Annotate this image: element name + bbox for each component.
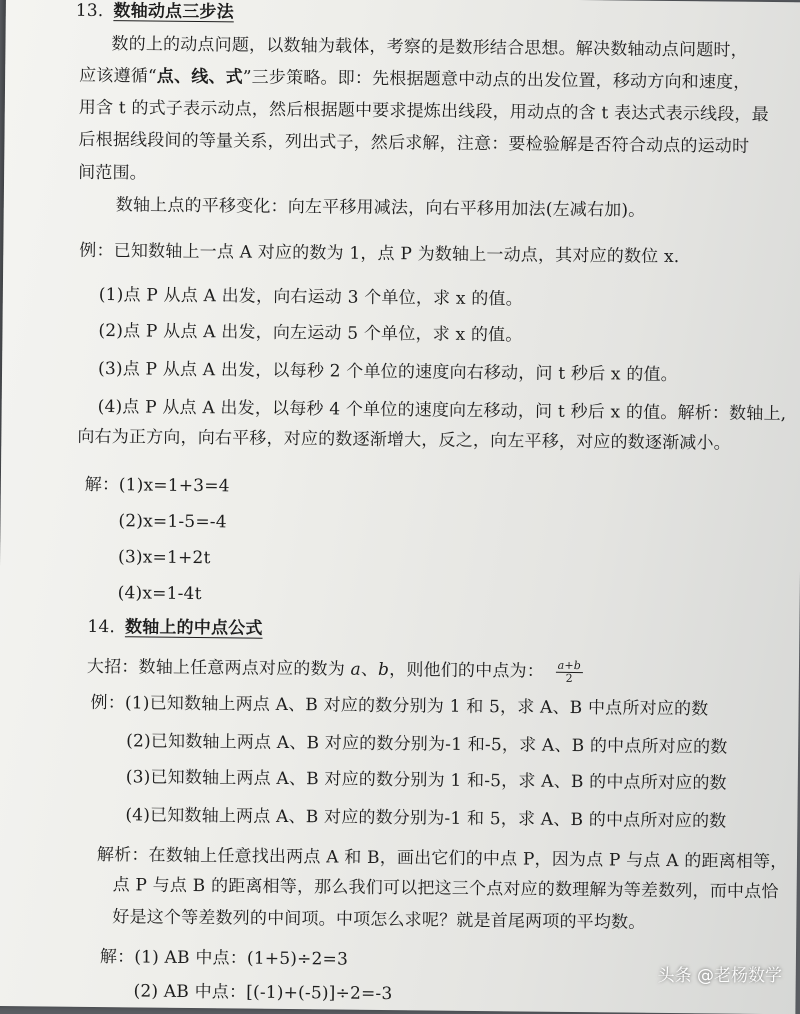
midpoint-analysis-line-2: 点 P 与点 B 的距离相等，那么我们可以把这三个点对应的数理解为等差数列，而中点恰 (112, 875, 779, 903)
question-4: (4)点 P 从点 A 出发，以每秒 4 个单位的速度向左移动，问 t 秒后 x 的值。解析：数轴上, (97, 396, 787, 425)
midpoint-solution-2: (2) AB 中点：[(-1)+(-5)]÷2=-3 (133, 981, 393, 1005)
section-13-example: 例：已知数轴上一点 A 对应的数为 1，点 P 为数轴上一动点，其对应的数位 x. (79, 240, 680, 268)
question-3: (3)点 P 从点 A 出发，以每秒 2 个单位的速度向右移动，问 t 秒后 x 的值。 (97, 358, 679, 386)
variable-b: b (377, 659, 390, 681)
trick-text-end: ，则他们的中点为： (389, 660, 545, 682)
midpoint-solution-1: 解：(1) AB 中点：(1+5)÷2=3 (99, 947, 349, 970)
section-13-paragraph-line-5: 间范围。 (78, 162, 148, 184)
fraction-denominator: 2 (565, 671, 573, 685)
section-14-title: 数轴上的中点公式 (124, 617, 263, 639)
trick-text-start: 大招：数轴上任意两点对应的数为 (86, 656, 346, 680)
para2-start: 应该遵循“ (79, 65, 157, 87)
fraction-numerator: a+b (556, 660, 584, 673)
variable-separator: 、 (360, 659, 379, 680)
watermark (658, 961, 782, 986)
midpoint-example-3: (3)已知数轴上两点 A、B 对应的数分别为 1 和-5，求 A、B 的中点所对应的数 (125, 767, 727, 794)
midpoint-example-4: (4)已知数轴上两点 A、B 对应的数分别为-1 和 5，求 A、B 的中点所对应的数 (125, 805, 727, 832)
three-step-keywords: 点、线、式 (156, 66, 243, 88)
solution-4: (4)x=1-4t (117, 583, 202, 605)
solution-1: (1)x=1+3=4 (118, 475, 230, 497)
translation-rule: 数轴上点的平移变化：向左平移用减法，向右平移用加法(左减右加)。 (115, 195, 646, 221)
midpoint-example-1: 例：(1)已知数轴上两点 A、B 对应的数分别为 1 和 5，求 A、B 中点所对应的数 (90, 692, 709, 720)
midpoint-formula (87, 655, 583, 685)
question-4-continued: 向右为正方向，向右平移，对应的数逐渐增大，反之，向左平移，对应的数逐渐减小。 (77, 426, 732, 454)
question-2: (2)点 P 从点 A 出发，向左运动 5 个单位，求 x 的值。 (98, 320, 523, 346)
midpoint-analysis-line-3: 好是这个等差数列的中间项。中项怎么求呢？就是首尾两项的平均数。 (112, 907, 646, 933)
midpoint-analysis-line-1: 解析：在数轴上任意找出两点 A 和 B，画出它们的中点 P，因为点 P 与点 A 的距离相等， (96, 845, 788, 873)
section-13-paragraph-line-3: 用含 t 的式子表示动点，然后根据题中要求提炼出线段，用动点的含 t 表达式表示线段，最 (78, 97, 769, 125)
midpoint-example-2: (2)已知数轴上两点 A、B 对应的数分别为-1 和-5，求 A、B 的中点所对应的数 (126, 731, 728, 758)
section-13-paragraph-line-2 (79, 64, 751, 95)
section-14-number: 14. (87, 616, 116, 638)
question-1: (1)点 P 从点 A 出发，向右运动 3 个单位，求 x 的值。 (98, 284, 523, 310)
section-13-title: 数轴动点三步法 (113, 1, 234, 23)
section-13-paragraph-line-4: 后根据线段间的等量关系，列出式子，然后求解，注意：要检验解是否符合动点的运动时 (78, 129, 750, 157)
section-14-heading (87, 615, 262, 641)
variable-a: a (350, 659, 362, 680)
watermark-text: 头条 @老杨数学 (657, 966, 782, 986)
solution-label: 解： (84, 474, 120, 496)
section-13-number: 13. (75, 0, 104, 22)
section-13-paragraph-line-1: 数的上的动点问题，以数轴为载体，考察的是数形结合思想。解决数轴动点问题时， (111, 34, 748, 61)
solution-3: (3)x=1+2t (118, 547, 211, 569)
para2-end: ”三步策略。即：先根据题意中动点的出发位置，移动方向和速度， (242, 67, 751, 93)
section-13-heading (76, 0, 234, 24)
solution-2: (2)x=1-5=-4 (118, 511, 227, 533)
midpoint-fraction (555, 660, 583, 685)
